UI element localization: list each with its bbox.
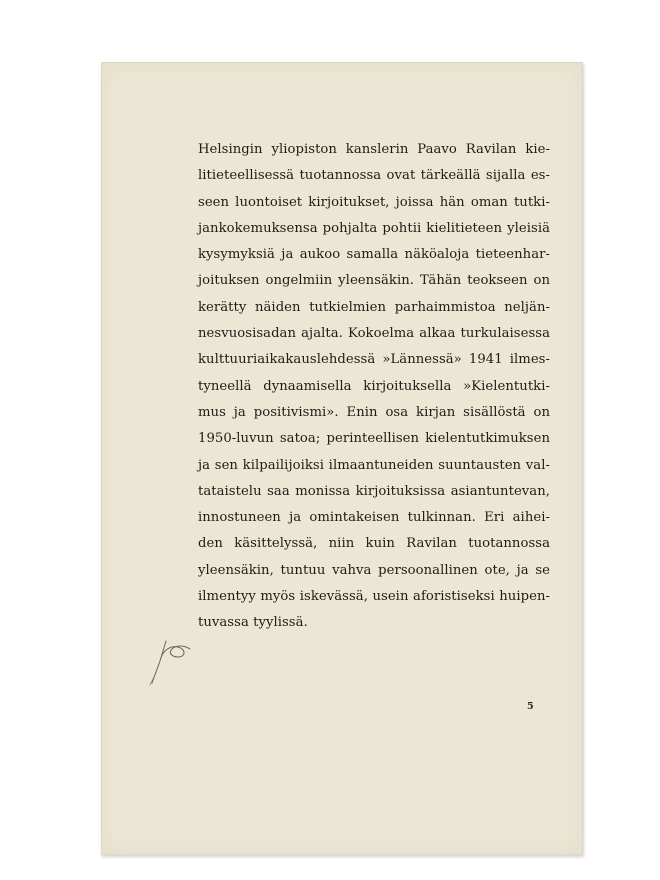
blurb-line: ja sen kilpailijoiksi ilmaantuneiden suuntausten val- <box>198 457 550 473</box>
blurb-line: yleensäkin, tuntuu vahva persoonallinen ote, ja se <box>198 562 550 578</box>
blurb-line: mus ja positivismi». Enin osa kirjan sisällöstä on <box>198 404 550 420</box>
blurb-line: litieteellisessä tuotannossa ovat tärkeällä sijalla es- <box>198 168 550 184</box>
blurb-line: joituksen ongelmiin yleensäkin. Tähän teokseen on <box>198 273 550 289</box>
cover-blurb-text <box>198 137 550 637</box>
blurb-line: kulttuuriaikakauslehdessä »Lännessä» 1941 ilmes- <box>198 352 550 368</box>
blurb-line: kerätty näiden tutkielmien parhaimmistoa neljän- <box>198 299 550 315</box>
blurb-line: tuvassa tyylissä. <box>198 615 308 631</box>
blurb-line: innostuneen ja omintakeisen tulkinnan. Eri aihei- <box>198 510 550 526</box>
blurb-line: ilmentyy myös iskevässä, usein aforistiseksi huipen- <box>198 589 550 605</box>
book-back-cover <box>101 62 583 855</box>
blurb-line: kysymyksiä ja aukoo samalla näköaloja tieteenhar- <box>198 247 550 263</box>
pencil-mark-icon <box>146 635 196 687</box>
blurb-line: Helsingin yliopiston kanslerin Paavo Ravilan kie- <box>198 142 550 157</box>
blurb-line: jankokemuksensa pohjalta pohtii kielitieteen yleisiä <box>198 220 550 236</box>
blurb-line: tataistelu saa monissa kirjoituksissa asiantuntevan, <box>198 483 550 499</box>
blurb-line: seen luontoiset kirjoitukset, joissa hän oman tutki- <box>198 194 550 210</box>
blurb-line: nesvuosisadan ajalta. Kokoelma alkaa turkulaisessa <box>198 326 550 342</box>
blurb-line: tyneellä dynaamisella kirjoituksella »Kielentutki- <box>198 378 550 394</box>
page-number: 5 <box>527 701 534 712</box>
blurb-line: 1950-luvun satoa; perinteellisen kielentutkimuksen <box>198 431 550 447</box>
blurb-line: den käsittelyssä, niin kuin Ravilan tuotannossa <box>198 536 550 552</box>
